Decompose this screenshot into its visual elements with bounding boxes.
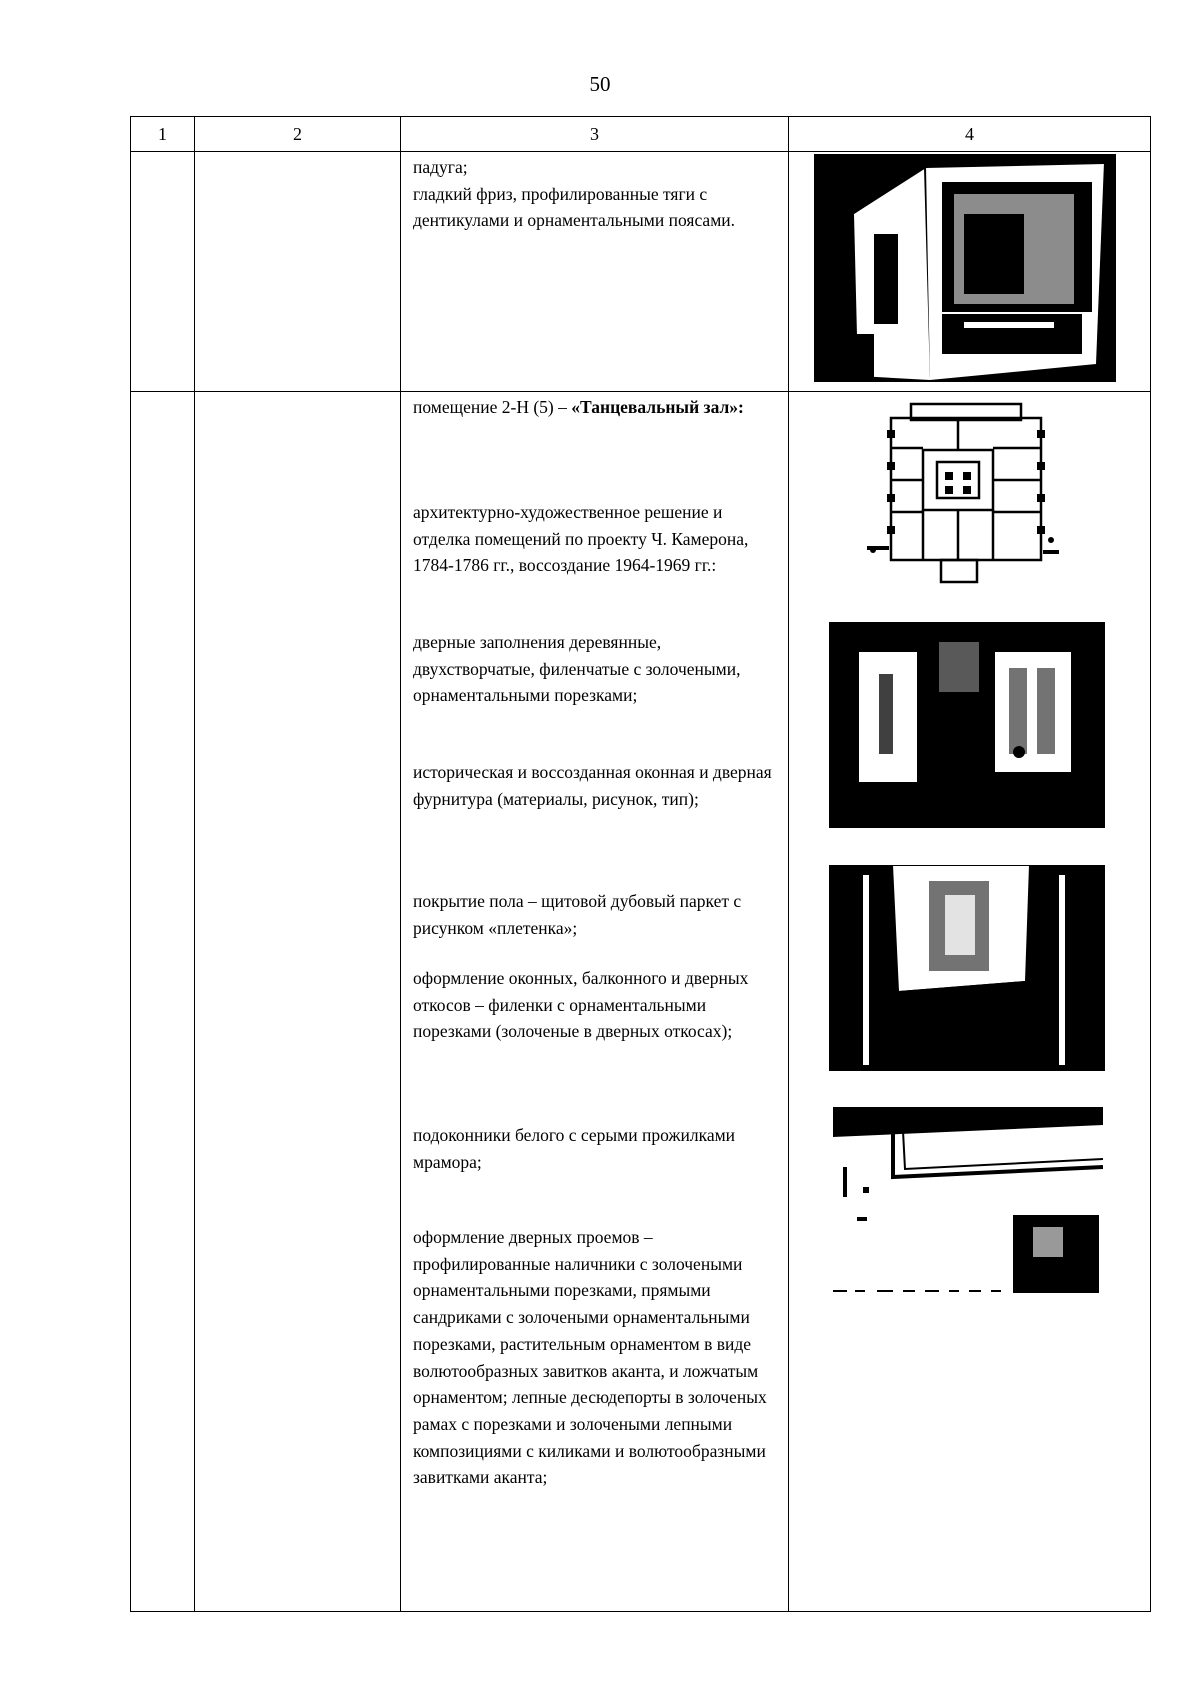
- monument-description-table: [130, 116, 1151, 1612]
- list-item: подоконники белого с серыми прожилками мрамора;: [413, 1125, 736, 1172]
- cell-name: [195, 392, 401, 1612]
- interior-photo-window-reveal: [829, 865, 1105, 1071]
- column-header-4: 4: [789, 117, 1151, 152]
- list-item: архитектурно-художественное решение и отделка помещений по проекту Ч. Камерона, 1784-1786 гг., воссоздание 1964-1969 гг.:: [413, 502, 749, 576]
- table-header-row: [131, 117, 1151, 152]
- cell-number: [131, 152, 195, 392]
- cell-description: [401, 392, 789, 1612]
- page-number: 50: [589, 72, 611, 96]
- column-header-1: 1: [131, 117, 195, 152]
- room-heading: [413, 394, 778, 421]
- cell-photos: [789, 392, 1151, 1612]
- interior-photo-frieze: [814, 154, 1116, 382]
- table-row: [131, 152, 1151, 392]
- room-heading-title: «Танцевальный зал»:: [571, 397, 744, 417]
- cell-name: [195, 152, 401, 392]
- list-item: дверные заполнения деревянные, двухстворчатые, филенчатые с золочеными, орнаментальными порезками;: [413, 632, 741, 706]
- column-header-3: 3: [401, 117, 789, 152]
- row1-text: падуга; гладкий фриз, профилированные тяги с дентикулами и орнаментальными поясами.: [413, 157, 736, 231]
- room-heading-prefix: помещение 2-Н (5) –: [413, 397, 572, 417]
- cell-number: [131, 392, 195, 1612]
- cell-description: [401, 152, 789, 392]
- list-item: оформление дверных проемов – профилированные наличники с золочеными орнаментальными порезками, прямыми сандриками с золочеными орнаментальными порезками, растительным орнаментом в виде волютообразных завитков аканта, и ложчатым орнаментом; лепные десюдепорты в золоченых рамах с порезками и золочеными лепными композициями с киликами и волютообразными завитками аканта;: [413, 1227, 767, 1488]
- interior-photo-doors: [829, 622, 1105, 828]
- list-item: историческая и воссозданная оконная и дверная фурнитура (материалы, рисунок, тип);: [413, 762, 772, 809]
- column-header-2: 2: [195, 117, 401, 152]
- list-item: оформление оконных, балконного и дверных откосов – филенки с орнаментальными порезками (золоченые в дверных откосах);: [413, 968, 749, 1042]
- table-row: [131, 392, 1151, 1612]
- list-item: покрытие пола – щитовой дубовый паркет с рисунком «плетенка»;: [413, 891, 742, 938]
- cell-photo: [789, 152, 1151, 392]
- floor-plan-drawing: [861, 400, 1061, 590]
- interior-photo-cornice: [833, 1107, 1103, 1307]
